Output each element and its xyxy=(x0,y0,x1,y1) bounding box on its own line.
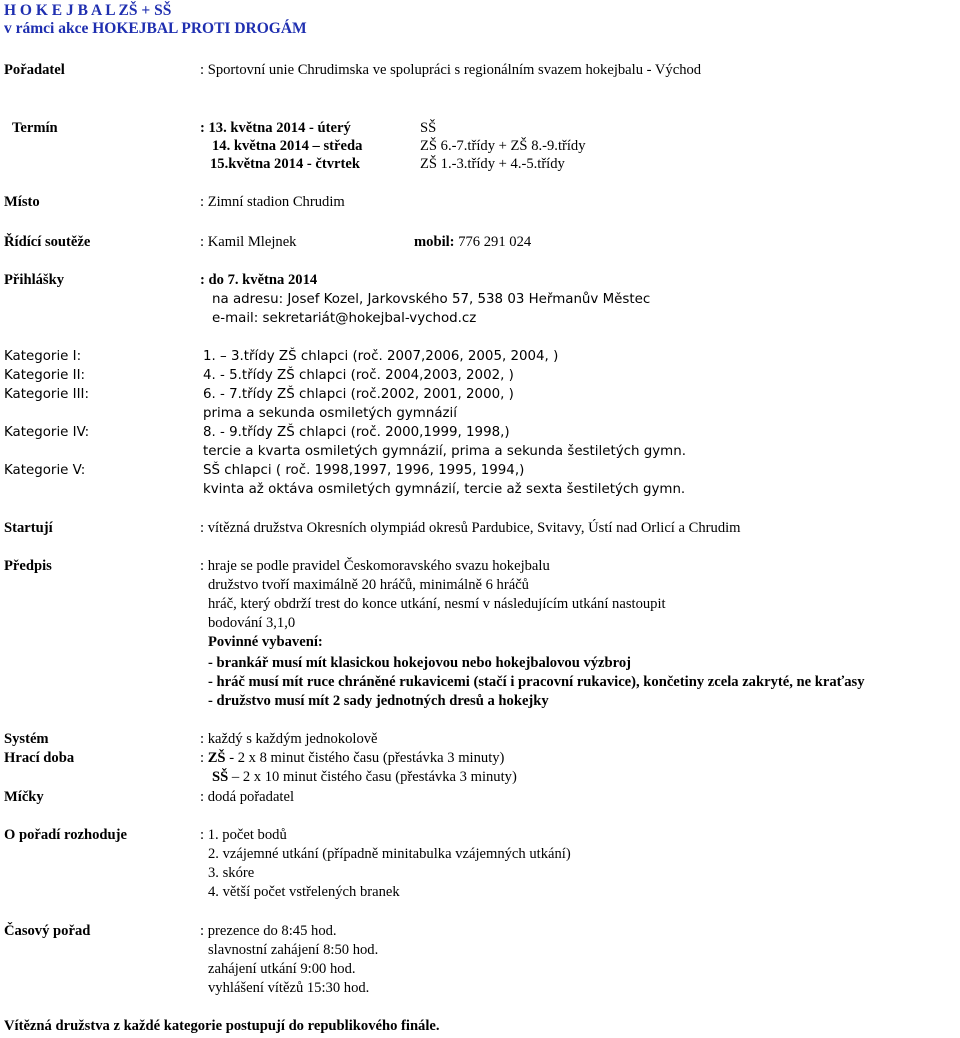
micky-label: Míčky xyxy=(4,789,44,805)
poradi-line-1: : 1. počet bodů xyxy=(200,827,287,843)
hraci-doba-ss-text: – 2 x 10 minut čistého času (přestávka 3 minuty) xyxy=(228,769,517,785)
termin-desc-1: SŠ xyxy=(420,120,437,136)
kategorie-3-line-2: prima a sekunda osmiletých gymnázií xyxy=(203,406,457,421)
vybaveni-item-1: - brankář musí mít klasickou hokejovou nebo hokejbalovou výzbroj xyxy=(208,655,632,671)
kategorie-1-label: Kategorie I: xyxy=(4,349,82,364)
misto-label: Místo xyxy=(4,194,40,210)
prihlasky-email[interactable]: e-mail: sekretariát@hokejbal-vychod.cz xyxy=(212,311,477,326)
mobil-value: 776 291 024 xyxy=(454,234,532,250)
casovy-line-1: : prezence do 8:45 hod. xyxy=(200,923,337,939)
termin-date-1: : 13. května 2014 - úterý xyxy=(200,120,351,136)
kategorie-3-line-1: 6. - 7.třídy ZŠ chlapci (roč.2002, 2001, 2000, ) xyxy=(203,387,514,402)
poradi-label: O pořadí rozhoduje xyxy=(4,827,127,843)
hraci-doba-label: Hrací doba xyxy=(4,750,75,766)
casovy-line-2: slavnostní zahájení 8:50 hod. xyxy=(208,942,379,958)
prihlasky-label: Přihlášky xyxy=(4,272,65,288)
kategorie-5-line-1: SŠ chlapci ( roč. 1998,1997, 1996, 1995, 1994,) xyxy=(203,463,525,478)
system-value: : každý s každým jednokolově xyxy=(200,731,378,747)
poradi-line-3: 3. skóre xyxy=(208,865,255,881)
mobil-text xyxy=(414,233,531,251)
casovy-line-4: vyhlášení vítězů 15:30 hod. xyxy=(208,980,370,996)
kategorie-5-line-2: kvinta až oktáva osmiletých gymnázií, tercie až sexta šestiletých gymn. xyxy=(203,482,686,497)
hraci-doba-row-2 xyxy=(212,768,517,786)
startuji-value: : vítězná družstva Okresních olympiád okresů Pardubice, Svitavy, Ústí nad Orlicí a Chrudim xyxy=(200,520,741,536)
kategorie-3-label: Kategorie III: xyxy=(4,387,90,402)
system-label: Systém xyxy=(4,731,49,747)
kategorie-1-line-1: 1. – 3.třídy ZŠ chlapci (roč. 2007,2006, 2005, 2004, ) xyxy=(203,349,559,364)
casovy-line-3: zahájení utkání 9:00 hod. xyxy=(208,961,356,977)
poradatel-label: Pořadatel xyxy=(4,62,65,78)
hraci-doba-zs-text: - 2 x 8 minut čistého času (přestávka 3 minuty) xyxy=(225,750,505,766)
document-subtitle: v rámci akce HOKEJBAL PROTI DROGÁM xyxy=(4,20,307,37)
kategorie-4-line-2: tercie a kvarta osmiletých gymnázií, prima a sekunda šestiletých gymn. xyxy=(203,444,686,459)
vybaveni-item-2: - hráč musí mít ruce chráněné rukavicemi (stačí i pracovní rukavice), končetiny zcela zakryté, ne kraťasy xyxy=(208,674,865,690)
micky-value: : dodá pořadatel xyxy=(200,789,295,805)
ridici-value: : Kamil Mlejnek xyxy=(200,234,297,250)
hraci-doba-zs: ZŠ xyxy=(207,750,226,766)
hraci-doba-row-1 xyxy=(200,749,504,767)
hraci-doba-ss: SŠ xyxy=(212,769,229,785)
kategorie-4-line-1: 8. - 9.třídy ZŠ chlapci (roč. 2000,1999, 1998,) xyxy=(203,425,510,440)
startuji-label: Startují xyxy=(4,520,53,536)
footer-note: Vítězná družstva z každé kategorie postupují do republikového finále. xyxy=(4,1018,440,1034)
poradatel-value: : Sportovní unie Chrudimska ve spolupráci s regionálním svazem hokejbalu - Východ xyxy=(200,62,702,78)
predpis-line-4: bodování 3,1,0 xyxy=(208,615,296,631)
vybaveni-item-3: - družstvo musí mít 2 sady jednotných dresů a hokejky xyxy=(208,693,549,709)
casovy-label: Časový pořad xyxy=(4,923,91,939)
kategorie-2-line-1: 4. - 5.třídy ZŠ chlapci (roč. 2004,2003, 2002, ) xyxy=(203,368,514,383)
misto-value: : Zimní stadion Chrudim xyxy=(200,194,345,210)
poradi-line-4: 4. větší počet vstřelených branek xyxy=(208,884,400,900)
termin-date-2: 14. května 2014 – středa xyxy=(212,138,363,154)
povinne-vybaveni-heading: Povinné vybavení: xyxy=(208,634,323,650)
kategorie-5-label: Kategorie V: xyxy=(4,463,86,478)
predpis-line-2: družstvo tvoří maximálně 20 hráčů, minimálně 6 hráčů xyxy=(208,577,529,593)
termin-label: Termín xyxy=(12,120,58,136)
predpis-line-3: hráč, který obdrží trest do konce utkání, nesmí v následujícím utkání nastoupit xyxy=(208,596,666,612)
predpis-line-1: : hraje se podle pravidel Českomoravského svazu hokejbalu xyxy=(200,558,550,574)
document-title: H O K E J B A L ZŠ + SŠ xyxy=(4,2,172,19)
predpis-label: Předpis xyxy=(4,558,52,574)
prihlasky-value: : do 7. května 2014 xyxy=(200,272,318,288)
mobil-label: mobil: xyxy=(414,234,455,250)
termin-desc-2: ZŠ 6.-7.třídy + ZŠ 8.-9.třídy xyxy=(420,138,586,154)
termin-desc-3: ZŠ 1.-3.třídy + 4.-5.třídy xyxy=(420,156,565,172)
poradi-line-2: 2. vzájemné utkání (případně minitabulka vzájemných utkání) xyxy=(208,846,571,862)
hraci-doba-prefix: : xyxy=(200,750,208,766)
kategorie-4-label: Kategorie IV: xyxy=(4,425,90,440)
ridici-label: Řídící soutěže xyxy=(4,234,91,250)
kategorie-2-label: Kategorie II: xyxy=(4,368,86,383)
termin-date-3: 15.května 2014 - čtvrtek xyxy=(210,156,360,172)
prihlasky-address: na adresu: Josef Kozel, Jarkovského 57, 538 03 Heřmanův Městec xyxy=(212,292,651,307)
